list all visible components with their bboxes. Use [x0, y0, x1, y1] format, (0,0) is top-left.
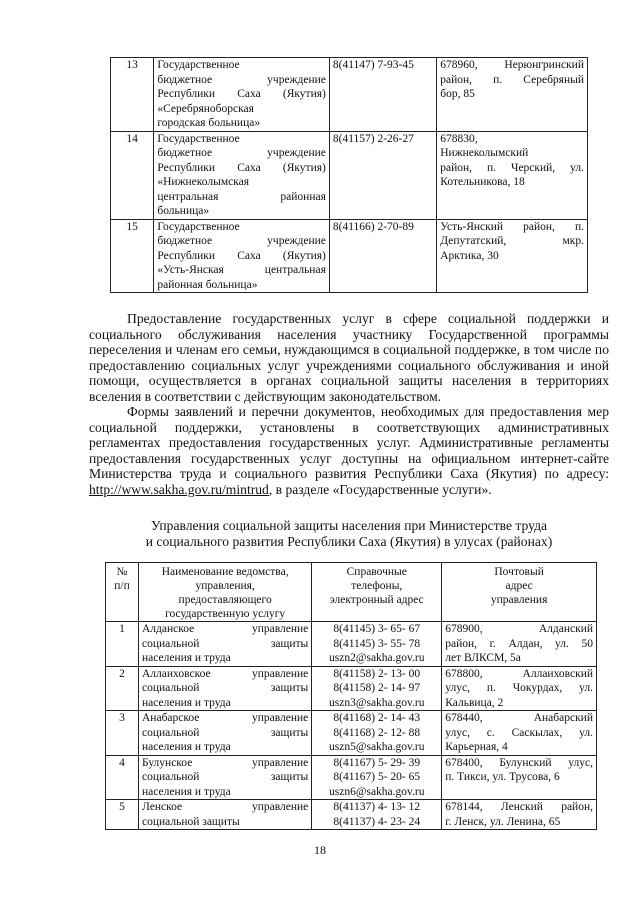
cell-line: район, г. Алдан, ул. 50 [445, 637, 593, 650]
cell-line: 678900, Алданский [445, 623, 593, 635]
table-row [106, 800, 597, 830]
cell-line: управления [490, 594, 548, 606]
cell-line: г. Ленск, ул. Ленина, 65 [445, 815, 561, 828]
cell-line: район, п. Серебряный [440, 73, 584, 86]
cell-line: Республики Саха (Якутия) [157, 88, 326, 100]
department-name [139, 622, 312, 667]
cell-line: Арктика, 30 [440, 249, 499, 262]
cell-line: Депутатский, мкр. [440, 235, 584, 247]
cell-line: районная больница» [157, 278, 258, 291]
department-name [139, 666, 312, 711]
departments-table-body [106, 622, 597, 830]
row-number: 14 [111, 131, 154, 219]
department-name [139, 800, 312, 830]
row-number: 4 [106, 755, 139, 800]
cell-line: адрес [505, 580, 533, 592]
cell-line: Усть-Янский район, п. [440, 220, 584, 233]
table-row [106, 711, 597, 756]
table-row [106, 622, 597, 667]
cell-line: Котельникова, 18 [440, 176, 525, 188]
phone-number: 8(41147) 7-93-45 [329, 58, 436, 132]
cell-line: городская больница» [157, 117, 261, 129]
cell-line: населения и труда [142, 741, 231, 753]
mintrud-link[interactable]: http://www.sakha.gov.ru/mintrud [89, 481, 269, 497]
cell-line: социальной защиты [142, 726, 309, 739]
cell-line: uszn3@sakha.gov.ru [329, 696, 425, 709]
cell-line: «Нижнеколымская [157, 176, 250, 188]
paragraph-social-services: Предоставление государственных услуг в сфере социальной поддержки и социального обслуживания населения участнику Государственной программы переселения и членам его семьи, нуждающимся в социальной поддержке, в том числе по предоставлению социальных услуг учреждениями социального обслуживания и иной помощи, осуществляется в органах социальной защиты населения в территориях вселения в соответствии с действующим законодательством. [89, 311, 609, 404]
table-row [106, 755, 597, 800]
cell-line: 678400, Булунский улус, [445, 756, 593, 769]
cell-line: Ленское управление [142, 801, 309, 813]
cell-line: Почтовый [494, 566, 544, 578]
cell-line: 8(41158) 2- 13- 00 [333, 667, 421, 680]
row-number: 13 [111, 58, 154, 132]
header-name [139, 563, 312, 622]
hospitals-table [110, 57, 588, 293]
phone-and-email [312, 622, 442, 667]
paragraph-forms-and-regulations [89, 404, 609, 497]
cell-line: Справочные [346, 566, 407, 578]
postal-address [442, 800, 597, 830]
cell-line: Государственное [157, 132, 240, 145]
postal-address [442, 755, 597, 800]
cell-line: управления, [195, 580, 255, 592]
postal-address [442, 666, 597, 711]
cell-line: 8(41145) 3- 65- 67 [333, 623, 421, 635]
cell-line: п. Тикси, ул. Трусова, 6 [445, 771, 560, 783]
cell-line: населения и труда [142, 785, 231, 798]
cell-line: социальной защиты [142, 637, 309, 650]
cell-line: электронный адрес [329, 594, 424, 606]
row-number: 15 [111, 219, 154, 293]
phone-number: 8(41166) 2-70-89 [329, 219, 436, 293]
postal-address [437, 131, 588, 219]
cell-line: Алданское управление [142, 623, 309, 635]
cell-line: 8(41145) 3- 55- 78 [333, 637, 421, 650]
cell-line: 8(41167) 5- 20- 65 [333, 771, 421, 783]
cell-line: 678800, Аллаиховский [445, 667, 593, 680]
cell-line: 8(41167) 5- 29- 39 [333, 756, 421, 769]
cell-line: uszn6@sakha.gov.ru [329, 785, 425, 798]
cell-line: 678830, [440, 132, 478, 145]
cell-line: бюджетное учреждение [157, 235, 326, 247]
hospitals-table-body [111, 58, 588, 293]
cell-line: район, п. Черский, ул. [440, 161, 584, 174]
postal-address [437, 219, 588, 293]
cell-line: «Серебряноборская [157, 102, 254, 115]
cell-line: улус, п. Чокурдах, ул. [445, 682, 593, 694]
cell-line: социальной защиты [142, 682, 309, 694]
phone-number: 8(41157) 2-26-27 [329, 131, 436, 219]
section-title-line-1: Управления социальной защиты населения при Министерстве труда [150, 518, 548, 533]
postal-address [442, 622, 597, 667]
cell-line: больница» [157, 205, 210, 217]
department-name [139, 755, 312, 800]
cell-line: uszn2@sakha.gov.ru [329, 652, 425, 664]
cell-line: 8(41137) 4- 13- 12 [333, 801, 421, 813]
table-row [111, 219, 588, 293]
cell-line: бюджетное учреждение [157, 73, 326, 86]
postal-address [442, 711, 597, 756]
cell-line: 678144, Ленский район, [445, 801, 593, 813]
section-title [89, 518, 609, 550]
cell-line: бор, 85 [440, 88, 475, 100]
cell-line: 8(41158) 2- 14- 97 [333, 682, 421, 694]
phone-and-email [312, 755, 442, 800]
cell-line: uszn5@sakha.gov.ru [329, 741, 425, 753]
table-row [111, 58, 588, 132]
section-title-line-2: и социального развития Республики Саха (Якутия) в улусах (районах) [145, 534, 553, 549]
row-number: 1 [106, 622, 139, 667]
cell-line: государственную услугу [165, 608, 286, 620]
cell-line: Нижнеколымский [440, 147, 529, 159]
phone-and-email [312, 666, 442, 711]
cell-line: 678440, Анабарский [445, 712, 593, 724]
cell-line: Государственное [157, 220, 240, 233]
cell-line: улус, с. Саскылах, ул. [445, 726, 593, 739]
header-address [442, 563, 597, 622]
cell-line: Республики Саха (Якутия) [157, 249, 326, 262]
cell-line: 678960, Нерюнгринский [440, 59, 584, 71]
cell-line: 8(41168) 2- 14- 43 [333, 712, 421, 724]
institution-name [154, 58, 330, 132]
row-number: 3 [106, 711, 139, 756]
row-number: 5 [106, 800, 139, 830]
cell-line: п/п [114, 580, 130, 592]
cell-line: Государственное [157, 59, 240, 71]
cell-line: предоставляющего [178, 594, 272, 606]
cell-line: «Усть-Янская центральная [157, 264, 326, 276]
institution-name [154, 131, 330, 219]
postal-address [437, 58, 588, 132]
header-number [106, 563, 139, 622]
cell-line: телефоны, [351, 580, 403, 592]
cell-line: № [116, 566, 128, 578]
cell-line: бюджетное учреждение [157, 147, 326, 159]
cell-line: 8(41168) 2- 12- 88 [333, 726, 421, 739]
cell-line: социальной защиты [142, 815, 240, 828]
body-text [89, 311, 609, 497]
cell-line: Республики Саха (Якутия) [157, 161, 326, 174]
cell-line: 8(41137) 4- 23- 24 [333, 815, 421, 828]
table-row [106, 666, 597, 711]
institution-name [154, 219, 330, 293]
cell-line: населения и труда [142, 652, 231, 664]
row-number: 2 [106, 666, 139, 711]
paragraph-text: Формы заявлений и перечни документов, необходимых для предоставления мер социальной поддержки, установлены в соответствующих административных регламентах предоставления государственных услуг. Административные регламенты предоставления государственных услуг доступны на официальном интернет-сайте Министерства труда и социального развития Республики Саха (Якутия) по адресу: [89, 404, 609, 481]
table-row [111, 131, 588, 219]
cell-line: населения и труда [142, 696, 231, 709]
cell-line: Аллаиховское управление [142, 667, 309, 680]
paragraph-tail: , в разделе «Государственные услуги». [268, 481, 492, 497]
phone-and-email [312, 711, 442, 756]
phone-and-email [312, 800, 442, 830]
cell-line: социальной защиты [142, 771, 309, 783]
department-name [139, 711, 312, 756]
departments-table [105, 562, 597, 830]
page-number: 18 [314, 843, 326, 857]
cell-line: Булунское управление [142, 756, 309, 769]
header-phone [312, 563, 442, 622]
table-header-row [106, 563, 597, 622]
cell-line: центральная районная [157, 190, 326, 203]
cell-line: Наименование ведомства, [161, 566, 289, 578]
cell-line: Анабарское управление [142, 712, 309, 724]
cell-line: лет ВЛКСМ, 5а [445, 652, 521, 664]
cell-line: Карьерная, 4 [445, 741, 508, 753]
cell-line: Кальвица, 2 [445, 696, 504, 709]
